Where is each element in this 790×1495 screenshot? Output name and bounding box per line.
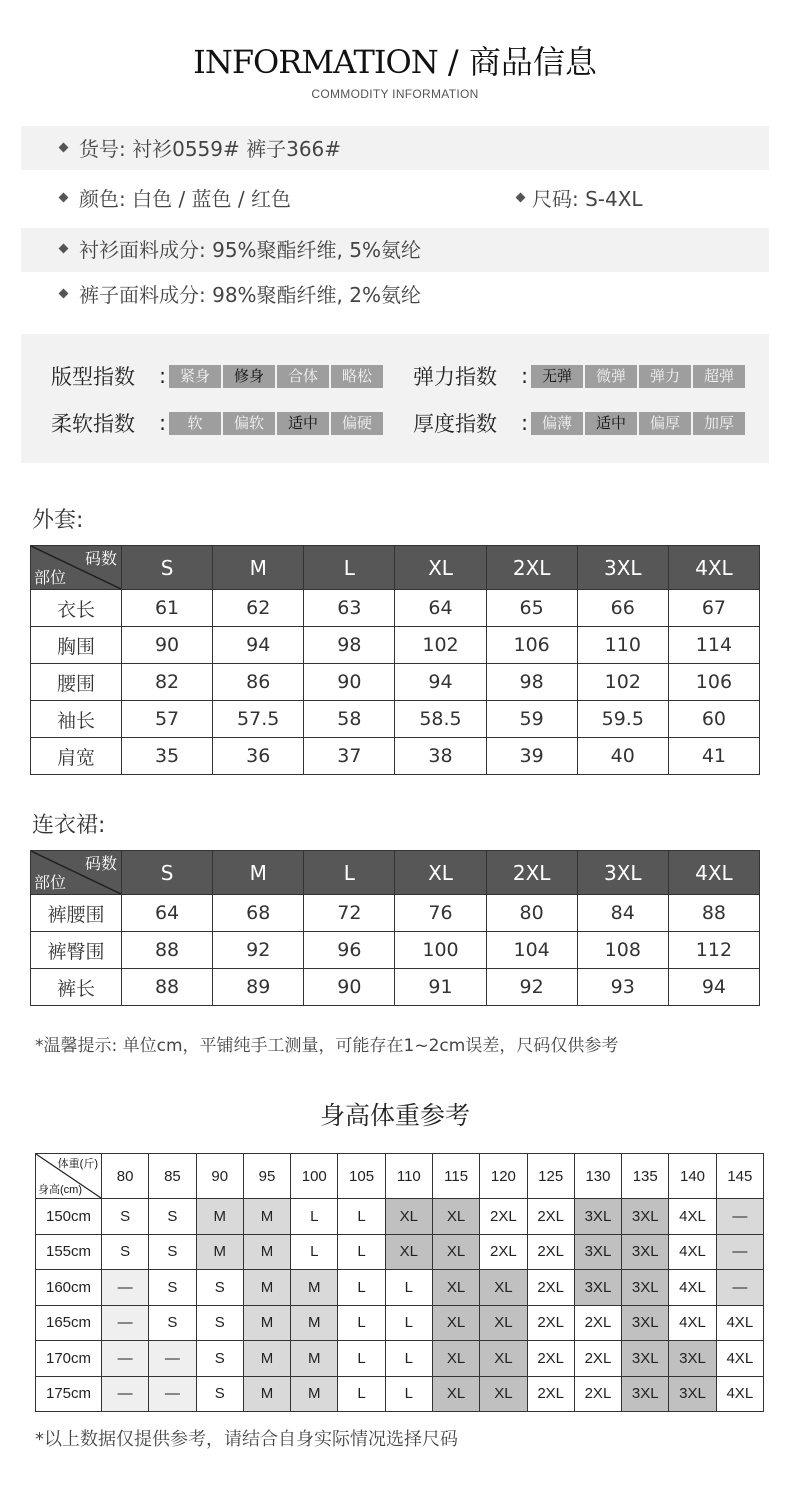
size-recommendation-cell: S [196, 1270, 243, 1306]
table-header-row [31, 851, 760, 895]
thickness-option: 加厚 [693, 412, 745, 435]
corner-size-label: 码数 [84, 854, 117, 873]
measurement-cell: 106 [668, 664, 759, 701]
measurement-cell: 90 [304, 969, 395, 1006]
softness-index-options [169, 412, 383, 435]
table-row [36, 1305, 764, 1341]
size-recommendation-cell: XL [432, 1376, 479, 1412]
size-recommendation-cell: — [149, 1376, 196, 1412]
size-header: L [304, 851, 395, 895]
measurement-cell: 90 [304, 664, 395, 701]
measurement-cell: 59.5 [577, 701, 668, 738]
measurement-cell: 63 [304, 590, 395, 627]
fit-option: 紧身 [169, 365, 221, 388]
size-recommendation-cell: M [243, 1341, 290, 1377]
size-recommendation-cell: XL [432, 1305, 479, 1341]
measurement-cell: 37 [304, 738, 395, 775]
fit-option: 略松 [331, 365, 383, 388]
measurement-cell: 57 [122, 701, 213, 738]
weight-header: 115 [432, 1154, 479, 1199]
item-number-text: 货号: 衬衫0559# 裤子366# [79, 137, 342, 161]
weight-header: 145 [716, 1154, 763, 1199]
diamond-bullet-icon [59, 289, 69, 299]
measurement-cell: 88 [122, 932, 213, 969]
measurement-cell: 89 [213, 969, 304, 1006]
table-row [31, 701, 760, 738]
fit-option-selected: 修身 [223, 365, 275, 388]
size-recommendation-cell: L [338, 1305, 385, 1341]
measurement-cell: 60 [668, 701, 759, 738]
size-recommendation-cell: S [102, 1199, 149, 1235]
info-colors [60, 185, 291, 213]
size-recommendation-cell: L [385, 1270, 432, 1306]
softness-option: 偏软 [223, 412, 275, 435]
fit-index-label: 版型指数 [51, 365, 135, 389]
thickness-option: 偏薄 [531, 412, 583, 435]
colon: : [159, 411, 167, 435]
weight-header: 110 [385, 1154, 432, 1199]
size-recommendation-cell: 3XL [622, 1199, 669, 1235]
weight-header: 130 [574, 1154, 621, 1199]
height-weight-table [35, 1153, 764, 1412]
size-recommendation-cell: M [291, 1305, 338, 1341]
measurement-cell: 98 [304, 627, 395, 664]
measurement-cell: 92 [486, 969, 577, 1006]
corner-header-cell [31, 851, 122, 895]
table-header-row [36, 1154, 764, 1199]
size-recommendation-cell: M [243, 1234, 290, 1270]
measurement-cell: 102 [395, 627, 486, 664]
size-recommendation-cell: — [102, 1341, 149, 1377]
size-recommendation-cell: 2XL [527, 1234, 574, 1270]
size-recommendation-cell: S [196, 1305, 243, 1341]
size-recommendation-cell: S [149, 1270, 196, 1306]
measurement-cell: 64 [122, 895, 213, 932]
measurement-cell: 41 [668, 738, 759, 775]
fit-option: 合体 [277, 365, 329, 388]
size-recommendation-cell: 2XL [527, 1376, 574, 1412]
size-recommendation-cell: XL [480, 1270, 527, 1306]
hw-body [36, 1154, 764, 1412]
info-shirt-fabric [60, 236, 421, 264]
sizes-text: 尺码: S-4XL [532, 187, 643, 211]
diamond-bullet-icon [59, 143, 69, 153]
size-recommendation-cell: 2XL [527, 1305, 574, 1341]
size-recommendation-cell: L [385, 1305, 432, 1341]
size-recommendation-cell: 4XL [716, 1305, 763, 1341]
index-block [21, 334, 769, 463]
size-recommendation-cell: 3XL [622, 1305, 669, 1341]
size-recommendation-cell: — [149, 1341, 196, 1377]
size-recommendation-cell: M [196, 1199, 243, 1235]
size-header: S [122, 851, 213, 895]
size-recommendation-cell: L [338, 1341, 385, 1377]
size-recommendation-cell: 4XL [669, 1305, 716, 1341]
size-header: L [304, 546, 395, 590]
height-label-cell: 155cm [36, 1234, 102, 1270]
table-row [31, 627, 760, 664]
measurement-cell: 100 [395, 932, 486, 969]
corner-part-label: 部位 [34, 873, 67, 892]
height-label-cell: 165cm [36, 1305, 102, 1341]
size-recommendation-cell: XL [385, 1234, 432, 1270]
corner-height-label: 身高(cm) [38, 1184, 82, 1196]
size-recommendation-cell: XL [432, 1199, 479, 1235]
measurement-cell: 67 [668, 590, 759, 627]
part-label-cell: 腰围 [31, 664, 122, 701]
size-recommendation-cell: S [196, 1341, 243, 1377]
corner-header-cell [31, 546, 122, 590]
size-recommendation-cell: — [716, 1199, 763, 1235]
softness-index-label: 柔软指数 [51, 412, 135, 436]
weight-header: 90 [196, 1154, 243, 1199]
info-pants-fabric [60, 281, 421, 309]
part-label-cell: 衣长 [31, 590, 122, 627]
size-header: XL [395, 546, 486, 590]
size-recommendation-cell: 4XL [669, 1234, 716, 1270]
weight-header: 120 [480, 1154, 527, 1199]
size-recommendation-cell: 2XL [527, 1341, 574, 1377]
elasticity-option-selected: 无弹 [531, 365, 583, 388]
height-label-cell: 150cm [36, 1199, 102, 1235]
jacket-section-label: 外套: [32, 508, 84, 533]
part-label-cell: 裤腰围 [31, 895, 122, 932]
size-header: 2XL [486, 546, 577, 590]
measurement-cell: 38 [395, 738, 486, 775]
size-recommendation-cell: XL [385, 1199, 432, 1235]
diamond-bullet-icon [59, 244, 69, 254]
size-recommendation-cell: 3XL [669, 1341, 716, 1377]
size-recommendation-cell: 2XL [480, 1199, 527, 1235]
size-recommendation-cell: L [338, 1199, 385, 1235]
table-row [36, 1341, 764, 1377]
size-header: M [213, 851, 304, 895]
measurement-cell: 59 [486, 701, 577, 738]
measurement-cell: 64 [395, 590, 486, 627]
size-recommendation-cell: — [716, 1234, 763, 1270]
size-recommendation-cell: — [102, 1270, 149, 1306]
size-recommendation-cell: XL [432, 1341, 479, 1377]
measurement-cell: 72 [304, 895, 395, 932]
shirt-fabric-text: 衬衫面料成分: 95%聚酯纤维, 5%氨纶 [79, 238, 421, 262]
size-recommendation-cell: 3XL [574, 1199, 621, 1235]
weight-header: 105 [338, 1154, 385, 1199]
table-row [31, 590, 760, 627]
size-recommendation-cell: 2XL [574, 1305, 621, 1341]
measurement-cell: 61 [122, 590, 213, 627]
colon: : [521, 364, 529, 388]
part-label-cell: 裤长 [31, 969, 122, 1006]
size-recommendation-cell: M [196, 1234, 243, 1270]
size-recommendation-cell: 3XL [574, 1270, 621, 1306]
measurement-cell: 39 [486, 738, 577, 775]
size-recommendation-cell: 4XL [716, 1376, 763, 1412]
size-recommendation-cell: M [291, 1270, 338, 1306]
measurement-cell: 94 [668, 969, 759, 1006]
measurement-cell: 114 [668, 627, 759, 664]
table-row [36, 1270, 764, 1306]
thickness-index-options [531, 412, 745, 435]
measurement-cell: 57.5 [213, 701, 304, 738]
softness-option: 偏硬 [331, 412, 383, 435]
measurement-cell: 66 [577, 590, 668, 627]
diamond-bullet-icon [516, 193, 526, 203]
size-recommendation-cell: M [243, 1376, 290, 1412]
corner-header-cell [36, 1154, 102, 1199]
dress-size-table [30, 850, 760, 1006]
measurement-cell: 35 [122, 738, 213, 775]
size-recommendation-cell: M [291, 1341, 338, 1377]
size-recommendation-cell: 2XL [527, 1270, 574, 1306]
softness-option: 软 [169, 412, 221, 435]
elasticity-index [413, 361, 745, 391]
size-recommendation-cell: L [385, 1341, 432, 1377]
part-label-cell: 胸围 [31, 627, 122, 664]
size-recommendation-cell: L [338, 1234, 385, 1270]
height-weight-title: 身高体重参考 [319, 1101, 470, 1130]
size-recommendation-cell: M [243, 1305, 290, 1341]
measurement-cell: 86 [213, 664, 304, 701]
info-item-number [60, 135, 341, 163]
size-recommendation-cell: 2XL [574, 1376, 621, 1412]
corner-part-label: 部位 [34, 568, 67, 587]
measurement-cell: 88 [668, 895, 759, 932]
size-recommendation-cell: XL [432, 1234, 479, 1270]
size-recommendation-cell: XL [432, 1270, 479, 1306]
size-header: 4XL [668, 546, 759, 590]
corner-size-label: 码数 [84, 549, 117, 568]
size-recommendation-cell: 3XL [622, 1341, 669, 1377]
measurement-cell: 92 [213, 932, 304, 969]
part-label-cell: 裤臀围 [31, 932, 122, 969]
measurement-cell: 91 [395, 969, 486, 1006]
elasticity-index-options [531, 365, 745, 388]
colors-text: 颜色: 白色 / 蓝色 / 红色 [79, 187, 292, 211]
measurement-cell: 80 [486, 895, 577, 932]
colon: : [159, 364, 167, 388]
height-label-cell: 170cm [36, 1341, 102, 1377]
measurement-cell: 112 [668, 932, 759, 969]
measurement-cell: 94 [395, 664, 486, 701]
size-recommendation-cell: 2XL [480, 1234, 527, 1270]
part-label-cell: 肩宽 [31, 738, 122, 775]
dress-section-label: 连衣裙: [32, 813, 106, 838]
size-recommendation-cell: M [243, 1199, 290, 1235]
title-en: INFORMATION [193, 43, 438, 81]
table-row [31, 932, 760, 969]
measurement-cell: 93 [577, 969, 668, 1006]
weight-header: 135 [622, 1154, 669, 1199]
size-recommendation-cell: M [291, 1376, 338, 1412]
page-subtitle: COMMODITY INFORMATION [311, 87, 479, 101]
size-recommendation-cell: L [291, 1199, 338, 1235]
size-recommendation-cell: 2XL [527, 1199, 574, 1235]
size-header: 3XL [577, 851, 668, 895]
size-recommendation-cell: L [338, 1270, 385, 1306]
elasticity-option: 弹力 [639, 365, 691, 388]
table-row [31, 664, 760, 701]
size-recommendation-cell: L [338, 1376, 385, 1412]
thickness-index [413, 408, 745, 438]
table-row [31, 895, 760, 932]
measurement-cell: 62 [213, 590, 304, 627]
size-recommendation-cell: S [149, 1234, 196, 1270]
measurement-cell: 98 [486, 664, 577, 701]
size-recommendation-cell: 4XL [669, 1199, 716, 1235]
size-recommendation-cell: 4XL [669, 1270, 716, 1306]
size-recommendation-cell: XL [480, 1376, 527, 1412]
measurement-cell: 76 [395, 895, 486, 932]
size-recommendation-cell: S [149, 1305, 196, 1341]
size-recommendation-cell: 4XL [716, 1341, 763, 1377]
measurement-cell: 58 [304, 701, 395, 738]
title-cn: 商品信息 [468, 43, 597, 81]
jacket-rows [31, 590, 760, 775]
size-recommendation-cell: 3XL [574, 1234, 621, 1270]
fit-index-options [169, 365, 383, 388]
size-recommendation-cell: XL [480, 1305, 527, 1341]
size-header: 2XL [486, 851, 577, 895]
weight-header: 140 [669, 1154, 716, 1199]
size-recommendation-cell: L [385, 1376, 432, 1412]
table-row [36, 1376, 764, 1412]
measurement-cell: 94 [213, 627, 304, 664]
measurement-cell: 58.5 [395, 701, 486, 738]
measurement-cell: 40 [577, 738, 668, 775]
elasticity-index-label: 弹力指数 [413, 365, 497, 389]
measurement-cell: 104 [486, 932, 577, 969]
softness-index [51, 408, 383, 438]
fit-index [51, 361, 383, 391]
height-label-cell: 175cm [36, 1376, 102, 1412]
weight-header: 80 [102, 1154, 149, 1199]
title-separator: / [437, 43, 469, 81]
softness-option-selected: 适中 [277, 412, 329, 435]
height-label-cell: 160cm [36, 1270, 102, 1306]
part-label-cell: 袖长 [31, 701, 122, 738]
measurement-cell: 36 [213, 738, 304, 775]
measurement-cell: 68 [213, 895, 304, 932]
page-title [0, 42, 790, 82]
measurement-cell: 102 [577, 664, 668, 701]
footer-note: *以上数据仅提供参考，请结合自身实际情况选择尺码 [35, 1429, 458, 1450]
measurement-cell: 82 [122, 664, 213, 701]
info-sizes [517, 185, 643, 213]
elasticity-option: 微弹 [585, 365, 637, 388]
size-recommendation-cell: M [243, 1270, 290, 1306]
size-recommendation-cell: XL [480, 1341, 527, 1377]
jacket-size-table [30, 545, 760, 775]
size-header: 3XL [577, 546, 668, 590]
size-header: XL [395, 851, 486, 895]
table-row [31, 969, 760, 1006]
thickness-index-label: 厚度指数 [413, 412, 497, 436]
measurement-cell: 84 [577, 895, 668, 932]
size-recommendation-cell: L [291, 1234, 338, 1270]
measurement-cell: 90 [122, 627, 213, 664]
thickness-option: 偏厚 [639, 412, 691, 435]
dress-rows [31, 895, 760, 1006]
table-row [36, 1234, 764, 1270]
weight-header: 95 [243, 1154, 290, 1199]
measurement-cell: 106 [486, 627, 577, 664]
size-recommendation-cell: S [149, 1199, 196, 1235]
colon: : [521, 411, 529, 435]
size-recommendation-cell: 3XL [622, 1376, 669, 1412]
size-recommendation-cell: — [102, 1305, 149, 1341]
size-recommendation-cell: — [102, 1376, 149, 1412]
measurement-cell: 88 [122, 969, 213, 1006]
measurement-cell: 110 [577, 627, 668, 664]
measurement-cell: 65 [486, 590, 577, 627]
measurement-note: *温馨提示: 单位cm，平铺纯手工测量，可能存在1~2cm误差，尺码仅供参考 [35, 1036, 619, 1056]
weight-header: 125 [527, 1154, 574, 1199]
thickness-option-selected: 适中 [585, 412, 637, 435]
size-header: S [122, 546, 213, 590]
measurement-cell: 108 [577, 932, 668, 969]
elasticity-option: 超弹 [693, 365, 745, 388]
size-recommendation-cell: 3XL [622, 1270, 669, 1306]
weight-header: 100 [291, 1154, 338, 1199]
measurement-cell: 96 [304, 932, 395, 969]
size-header: 4XL [668, 851, 759, 895]
size-recommendation-cell: 3XL [622, 1234, 669, 1270]
size-header: M [213, 546, 304, 590]
diamond-bullet-icon [59, 193, 69, 203]
size-recommendation-cell: S [196, 1376, 243, 1412]
table-row [31, 738, 760, 775]
size-recommendation-cell: S [102, 1234, 149, 1270]
size-recommendation-cell: 2XL [574, 1341, 621, 1377]
table-header-row [31, 546, 760, 590]
table-row [36, 1199, 764, 1235]
pants-fabric-text: 裤子面料成分: 98%聚酯纤维, 2%氨纶 [79, 283, 421, 307]
size-recommendation-cell: — [716, 1270, 763, 1306]
size-recommendation-cell: 3XL [669, 1376, 716, 1412]
weight-header: 85 [149, 1154, 196, 1199]
corner-weight-label: 体重(斤) [57, 1158, 98, 1170]
